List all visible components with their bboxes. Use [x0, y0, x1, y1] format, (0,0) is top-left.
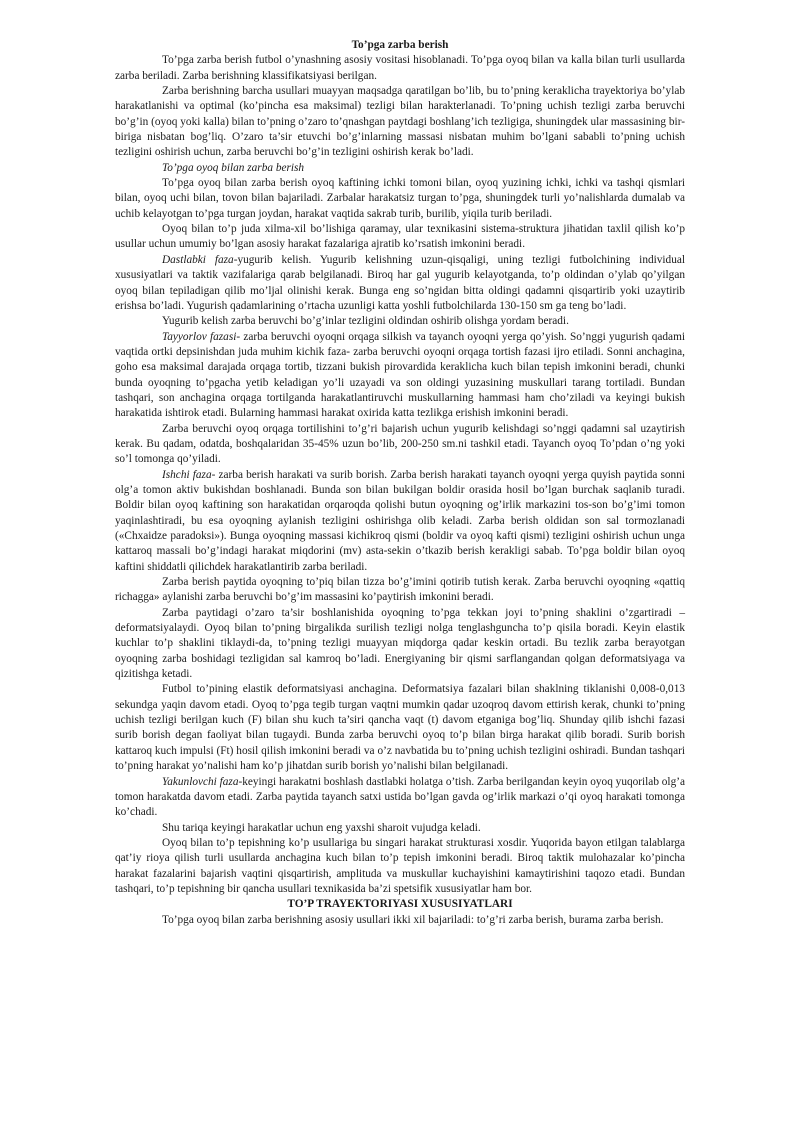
- paragraph: [115, 422, 685, 468]
- paragraph: [115, 775, 685, 821]
- document-body: [115, 53, 685, 897]
- paragraph: [115, 821, 685, 836]
- section-title: TO’P TRAYEKTORIYASI XUSUSIYATLARI: [287, 898, 513, 911]
- paragraph: [115, 222, 685, 253]
- paragraph-text: -keyingi harakatni boshlash dastlabki holatga o’tish. Zarba berilgandan keyin oyoq yuqorilab olg’a tomon harakatda davom etadi. Zarba paytida tayanch satxi ustida bo’lgan gavda og’irlik markazi o’qi oyoq harakati tomonga ko’chadi.: [115, 775, 685, 819]
- paragraph-text: To’pga zarba berish futbol o’ynashning asosiy vositasi hisoblanadi. To’pga oyoq bilan va kalla bilan turli usullarda zarba beriladi. Zarba berishning klassifikatsiyasi berilgan.: [115, 54, 685, 82]
- paragraph: [115, 53, 685, 84]
- paragraph-text: Zarba berish paytida oyoqning to’piq bilan tizza bo’g’imini qotirib tutish kerak. Zarba beruvchi oyoqning «qattiq richagga» aylanishi zarba beruvchi bo’g’im massasini ko’paytirish imkonini beradi.: [115, 576, 685, 604]
- paragraph-text: Zarba paytidagi o’zaro ta’sir boshlanishida oyoqning to’pga tekkan joyi to’pning shaklini o’zgartiradi – deformatsiyalaydi. Oyoq bilan to’pning birgalikda surilish tezligi nolga tenglashguncha to’p qisila boradi. Keyin elastik kuchlar to’p shaklini tiklaydi-da, to’pning tezligi muayyan miqdorga qadar keskin ortadi. Bu tezlik zarba berayotgan oyoqning zarba boshidagi tezligidan sal kamroq bo’ladi. Energiyaning bir qismi sarflangandan qolgan deformatsiyaga va qizitishga ketadi.: [115, 606, 685, 681]
- paragraph: [115, 176, 685, 222]
- paragraph: [115, 253, 685, 314]
- paragraph-text: Oyoq bilan to’p juda xilma-xil bo’lishiga qaramay, ular texnikasini sistema-struktura jihatidan taxlil qilish ko’p usullar uchun umumiy bo’lgan asosiy harakat fazalariga ajratib ko’rsatish imkonini beradi.: [115, 223, 685, 251]
- paragraph: [115, 606, 685, 683]
- paragraph-text: - zarba beruvchi oyoqni orqaga silkish va tayanch oyoqni yerga qo’yish. So’nggi yugurish qadami vaqtida ortki depsinishdan juda muhim kichik faza- zarba beruvchi oyoqni orqaga tortish fazasi ijro etiladi. Sonni anchagina, goho esa maksimal darajada orqaga tortib, tizzani bukish pirovardida keraklicha kuch bilan tepish imkonini beradi, chunki bunda oyoqning to’pgacha yetib keladigan yo’li uzayadi va son oldingi yuzasining muskullari tarang tortiladi. Bundan tashqari, son anchagina orqaga tortilganda harakatlantiruvchi muskullarning hammasi ham cho’ziladi va keyingi bukish harakatida ishtirok etadi. Bularning hammasi harakat oxirida katta tezlikga erishish imkonini beradi.: [115, 330, 685, 420]
- paragraph-text: Oyoq bilan to’p tepishning ko’p usullariga bu singari harakat strukturasi xosdir. Yuqorida bayon etilgan talablarga qat’iy rioya qilish turli usullarda anchagina kuch bilan to’p tepish imkonini beradi. Biroq taktik mulohazalar ko’pincha harakat fazalarini bajarish vaqtini qisqartirish, amplituda va muskullar kuchayishini kamaytirishini taqozo etadi. Bundan tashqari, to’p tepishning bir qancha usullari texnikasida ba’zi spetsifik xususiyatlar ham bor.: [115, 836, 685, 895]
- paragraph-lead: Ishchi faza: [162, 468, 212, 481]
- paragraph-text: Zarba berishning barcha usullari muayyan maqsadga qaratilgan bo’lib, bu to’pning keraklicha trayektoriya bo’ylab harakatlanishi va optimal (ko’pincha esa maksimal) tezligi bilan harakterlanadi. To’pning uchish tezligi zarba beruvchi bo’g’in (oyoq yoki kalla) bilan to’pning o’zaro to’qnashgan paytdagi boshlang’ich tezligiga, shuningdek ular massasining bir-biriga nisbatan bog’liq. O’zaro ta’sir etuvchi bo’g’inlarning massasi nisbatan muhim bo’lgani sababli to’pning uchish tezligini oshirish uchun, zarba beruvchi bo’g’in tezligini oshirish kerak bo’ladi.: [115, 85, 685, 159]
- subheading: [115, 161, 685, 176]
- paragraph-lead: Tayyorlov fazasi: [162, 330, 237, 343]
- paragraph: [115, 575, 685, 606]
- paragraph-text: -yugurib kelish. Yugurib kelishning uzun-qisqaligi, uning tezligi futbolchining individual xususiyatlari va taktik vazifalariga qarab belgilanadi. Biroq har gal yugurib kelayotganda, to’p oldindan o’ylab qo’yilgan oyoq bilan tepiladigan qilib mo’ljal olinishi kerak. Bunga eng so’ngidan bitta oldingi qadamni qisqartirib yoki uzaytirib erishsa bo’ladi. Yugurish qadamlarining o’rtacha uzunligi katta yoshli futbolchilarda 130-150 sm ga teng bo’ladi.: [115, 253, 685, 312]
- paragraph-text: To’pga oyoq bilan zarba berish: [162, 161, 305, 174]
- paragraph: [115, 330, 685, 422]
- paragraph-text: - zarba berish harakati va surib borish. Zarba berish harakati tayanch oyoqni yerga quyish paytida sonni olg’a tomon aktiv bukishdan boshlanadi. Bunda son bilan bukilgan boldir orasida hosil bo’lgan burchak saqlanib turadi. Boldir bilan oyoq kaftining son harakatidan orqaroqda qolishi butun oyoqning og’irlik markazini tos-son bo’g’imi tomon yaqinlashtiradi, bu esa oyoqning aylanish tezligini oshirishga olib keladi. Zarba berish oldidan son sal tormozlanadi («Chxaidze paradoksi»). Bunga oyoqning massasi kichikroq qismi (boldir va oyoq kafti qismi) tezligini oshirish uchun unga kattaroq massali bo’g’indagi harakat miqdorini (mv) asta-sekin o’tkazib berish kerakligi sabab. To’pga boldir bilan oyoq kaftini shiddatli qilichdek harakatlantirib zarba beriladi.: [115, 468, 685, 573]
- paragraph-text: Shu tariqa keyingi harakatlar uchun eng yaxshi sharoit vujudga keladi.: [162, 821, 481, 834]
- paragraph: [115, 468, 685, 575]
- paragraph-lead: Dastlabki faza: [162, 253, 234, 266]
- final-paragraph: To’pga oyoq bilan zarba berishning asosiy usullari ikki xil bajariladi: to’g’ri zarba berish, burama zarba berish.: [162, 913, 664, 926]
- paragraph: [115, 314, 685, 329]
- paragraph: [115, 682, 685, 774]
- document-title: To’pga zarba berish: [351, 39, 449, 51]
- paragraph-text: Yugurib kelish zarba beruvchi bo’g’inlar tezligini oldindan oshirib olishga yordam beradi.: [162, 315, 569, 328]
- paragraph-text: Futbol to’pining elastik deformatsiyasi anchagina. Deformatsiya fazalari bilan shaklning tiklanishi 0,008-0,013 sekundga yaqin davom etadi. Oyoq to’pga tegib turgan vaqtni mumkin qadar uzoqroq davom ettirish kerak, chunki to’pning uchish tezligi berilgan kuch (F) bilan shu kuch ta’siri qancha vaqt (t) davom etganiga bog’liq. Shunday qilib ishchi fazasi surib borish degan faoliyat bilan tugaydi. Bunda zarba beruvchi oyoq to’p bilan birga harakat qilib boradi. Surib borish kattaroq kuch impulsi (Ft) hosil qilish imkonini beradi va o’z navbatida bu to’pning uchish tezligini oshiradi. Bundan tashqari to’pning harakat yo’nalishi ham ko’p jihatdan surib borish yo’nalishi bilan belgilanadi.: [115, 683, 685, 773]
- paragraph: [115, 84, 685, 161]
- paragraph-lead: Yakunlovchi faza: [162, 775, 239, 788]
- paragraph: [115, 836, 685, 897]
- paragraph-text: Zarba beruvchi oyoq orqaga tortilishini to’g’ri bajarish uchun yugurib kelishdagi so’nggi qadamni sal uzaytirish kerak. Bu qadam, odatda, boshqalaridan 35-45% uzun bo’lib, 200-250 sm.ni tashkil etadi. Tayanch oyoq To’pdan o’ng yoki so’l tomonga qo’yiladi.: [115, 422, 685, 466]
- document-page: [115, 38, 685, 928]
- paragraph-text: To’pga oyoq bilan zarba berish oyoq kaftining ichki tomoni bilan, oyoq yuzining ichki, ichki va tashqi qismlari bilan, oyoq uchi bilan, tovon bilan bajariladi. Zarbalar harakatsiz turgan to’pga, shuningdek turli yo’nalishlarda dumalab va uchib kelayotgan to’pga turgan joydan, harakat vaqtida sakrab turib, burilib, yiqila turib beriladi.: [115, 177, 685, 220]
